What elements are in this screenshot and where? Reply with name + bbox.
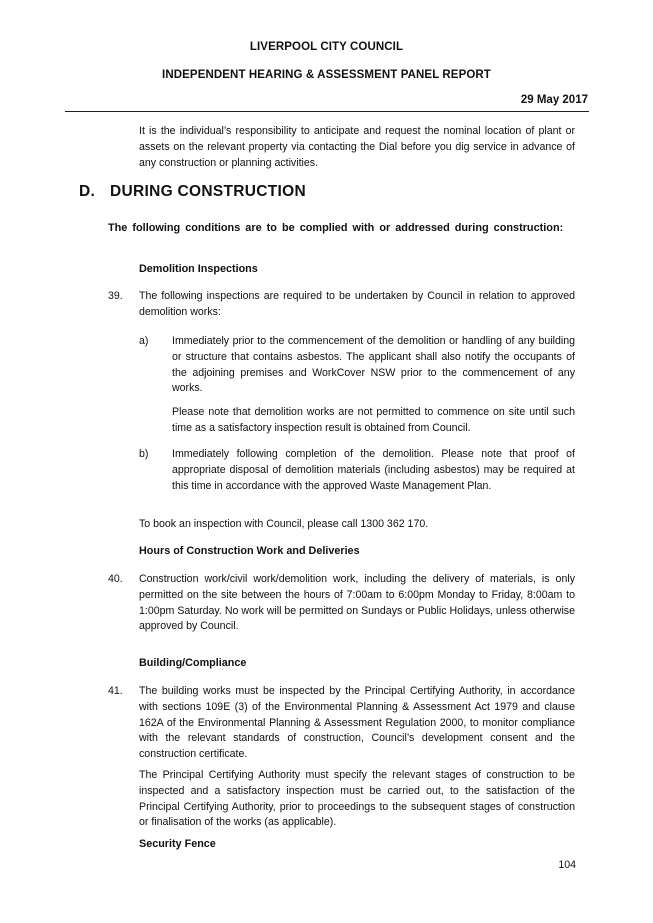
building-heading: Building/Compliance [139,657,247,669]
hours-heading: Hours of Construction Work and Deliveries [139,545,360,557]
header-rule [65,111,589,112]
condition-number-40: 40. [108,573,123,585]
booking-text: To book an inspection with Council, please call 1300 362 170. [139,518,429,530]
condition-41-text2: The Principal Certifying Authority must specify the relevant stages of construction to be inspected and a satisfactory inspection must be carried out, to the satisfaction of the Principal Certifying Authority, prior to proceedings to the subsequent stages of construction or finalisation of the works (as applicable). [139,769,575,829]
condition-number-39: 39. [108,290,123,302]
demolition-heading: Demolition Inspections [139,263,258,275]
report-date: 29 May 2017 [520,94,588,106]
condition-41-text: The building works must be inspected by the Principal Certifying Authority, in accordance with sections 109E (3) of the Environmental Planning & Assessment Act 1979 and clause 162A of the Environmental Planning & Assessment Regulation 2000, to monitor compliance with the relevant standards of construction, Council’s development consent and the construction certificate. [139,685,575,761]
item-b-text: Immediately following completion of the demolition. Please note that proof of appropriate disposal of demolition materials (including asbestos) may be required at this time in accordance with the approved Waste Management Plan. [172,448,575,492]
condition-39-text: The following inspections are required to be undertaken by Council in relation to approved demolition works: [139,290,575,318]
item-a-text: Immediately prior to the commencement of the demolition or handling of any building or structure that contains asbestos. The applicant shall also notify the occupants of the adjoining premises and WorkCover NSW prior to the commencement of any works. [172,335,575,395]
condition-number-41: 41. [108,685,123,697]
section-letter: D. [79,183,96,200]
section-intro: The following conditions are to be complied with or addressed during construction: [108,222,564,234]
condition-40-text: Construction work/civil work/demolition work, including the delivery of materials, is only permitted on the site between the hours of 7:00am to 6:00pm Monday to Friday, 8:00am to 1:00pm Saturday. No work will be permitted on Sundays or Public Holidays, unless otherwise approved by Council. [139,573,575,633]
item-a-note: Please note that demolition works are not permitted to commence on site until such time as a satisfactory inspection result is obtained from Council. [172,406,575,434]
section-title: DURING CONSTRUCTION [110,183,306,200]
intro-paragraph: It is the individual’s responsibility to anticipate and request the nominal location of plant or assets on the relevant property via contacting the Dial before you dig service in advance of any construction or planning activities. [139,125,575,169]
section-heading [79,183,306,201]
council-name: LIVERPOOL CITY COUNCIL [249,41,404,53]
item-b-label: b) [139,448,149,460]
security-heading: Security Fence [139,838,216,850]
page-number: 104 [558,859,576,871]
item-a-label: a) [139,335,149,347]
report-title: INDEPENDENT HEARING & ASSESSMENT PANEL REPORT [162,69,491,81]
